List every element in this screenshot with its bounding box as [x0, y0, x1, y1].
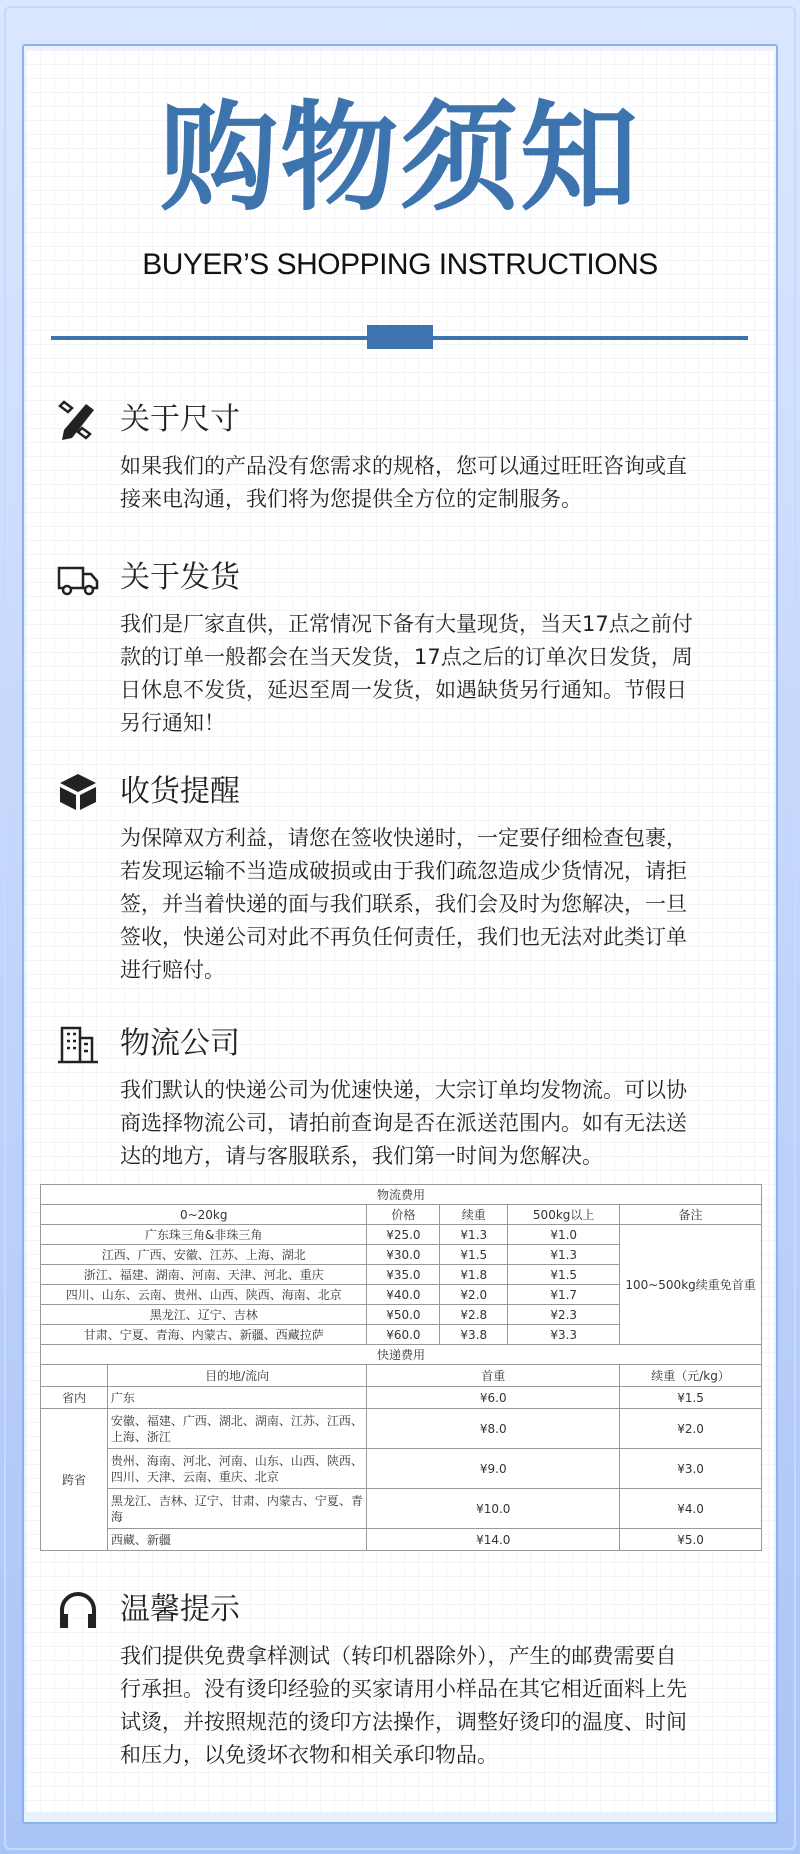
- destination-cell: 安徽、福建、广西、湖北、湖南、江苏、江西、上海、浙江: [107, 1409, 367, 1449]
- shipping-fee-table: [40, 1184, 762, 1551]
- first-weight-cell: ¥14.0: [367, 1529, 620, 1551]
- price-cell: ¥40.0: [367, 1285, 440, 1305]
- region-cell: 江西、广西、安徽、江苏、上海、湖北: [41, 1245, 367, 1265]
- truck-icon: [56, 556, 100, 600]
- price-cell: ¥25.0: [367, 1225, 440, 1245]
- table-row: [41, 1449, 762, 1489]
- page-title: 购物须知: [159, 89, 640, 227]
- price-cell: ¥1.5: [440, 1245, 508, 1265]
- table-row: [41, 1409, 762, 1449]
- section-title: 关于发货: [120, 560, 240, 595]
- price-cell: ¥50.0: [367, 1305, 440, 1325]
- table-row: [41, 1489, 762, 1529]
- page-subtitle: BUYER’S SHOPPING INSTRUCTIONS: [142, 248, 658, 281]
- region-cell: 甘肃、宁夏、青海、内蒙古、新疆、西藏拉萨: [41, 1325, 367, 1345]
- extra-weight-cell: ¥2.0: [620, 1409, 762, 1449]
- section-title: 关于尺寸: [120, 402, 240, 437]
- price-cell: ¥30.0: [367, 1245, 440, 1265]
- note-cell: 100~500kg续重免首重: [620, 1225, 762, 1345]
- price-cell: ¥1.8: [440, 1265, 508, 1285]
- price-cell: ¥1.7: [508, 1285, 620, 1305]
- extra-weight-cell: ¥1.5: [620, 1387, 762, 1409]
- table-row: [41, 1387, 762, 1409]
- price-cell: ¥1.5: [508, 1265, 620, 1285]
- price-cell: ¥3.8: [440, 1325, 508, 1345]
- first-weight-cell: ¥6.0: [367, 1387, 620, 1409]
- region-cell: 黑龙江、辽宁、吉林: [41, 1305, 367, 1325]
- first-weight-cell: ¥10.0: [367, 1489, 620, 1529]
- price-cell: ¥1.3: [440, 1225, 508, 1245]
- first-weight-cell: ¥8.0: [367, 1409, 620, 1449]
- price-cell: ¥2.0: [440, 1285, 508, 1305]
- destination-cell: 西藏、新疆: [107, 1529, 367, 1551]
- divider-block: [367, 325, 433, 349]
- section-text: 为保障双方利益，请您在签收快递时，一定要仔细检查包裹， 若发现运输不当造成破损或由于我们疏忽造成少货情况，请拒 签，并当着快递的面与我们联系，我们会及时为您解决，一旦 签收，快递公司对此不再负任何责任，我们也无法对此类订单 进行赔付。: [120, 826, 687, 982]
- extra-weight-cell: ¥4.0: [620, 1489, 762, 1529]
- first-weight-cell: ¥9.0: [367, 1449, 620, 1489]
- express-title: 快递费用: [41, 1345, 762, 1365]
- price-cell: ¥1.0: [508, 1225, 620, 1245]
- price-cell: ¥2.8: [440, 1305, 508, 1325]
- extra-weight-cell: ¥5.0: [620, 1529, 762, 1551]
- scope-cell: 省内: [41, 1387, 108, 1409]
- extra-weight-cell: ¥3.0: [620, 1449, 762, 1489]
- scope-cell: 跨省: [41, 1409, 108, 1551]
- section-text: 我们提供免费拿样测试（转印机器除外），产生的邮费需要自 行承担。没有烫印经验的买家请用小样品在其它相近面料上先 试烫，并按照规范的烫印方法操作，调整好烫印的温度、时间 和压力，以免烫坏衣物和相关承印物品。: [120, 1644, 687, 1767]
- destination-cell: 黑龙江、吉林、辽宁、甘肃、内蒙古、宁夏、青海: [107, 1489, 367, 1529]
- header-cell: 目的地/流向: [107, 1365, 367, 1387]
- table-row: [41, 1365, 762, 1387]
- section-text: 我们是厂家直供，正常情况下备有大量现货，当天17点之前付 款的订单一般都会在当天发货，17点之后的订单次日发货，周 日休息不发货，延迟至周一发货，如遇缺货另行通知。节假日 另行通知！: [120, 612, 693, 735]
- section-title: 收货提醒: [120, 774, 240, 809]
- header-cell: 续重: [440, 1205, 508, 1225]
- region-cell: 四川、山东、云南、贵州、山西、陕西、海南、北京: [41, 1285, 367, 1305]
- destination-cell: 贵州、海南、河北、河南、山东、山西、陕西、四川、天津、云南、重庆、北京: [107, 1449, 367, 1489]
- header-cell: 首重: [367, 1365, 620, 1387]
- section-text: 如果我们的产品没有您需求的规格，您可以通过旺旺咨询或直 接来电沟通，我们将为您提供全方位的定制服务。: [120, 454, 687, 511]
- destination-cell: 广东: [107, 1387, 367, 1409]
- logistics-title: 物流费用: [41, 1185, 762, 1205]
- table-row: [41, 1529, 762, 1551]
- empty-cell: [41, 1365, 108, 1387]
- header-cell: 续重（元/kg）: [620, 1365, 762, 1387]
- headphones-icon: [56, 1588, 100, 1632]
- header-cell: 500kg以上: [508, 1205, 620, 1225]
- header-cell: 备注: [620, 1205, 762, 1225]
- price-cell: ¥2.3: [508, 1305, 620, 1325]
- header-cell: 价格: [367, 1205, 440, 1225]
- price-cell: ¥3.3: [508, 1325, 620, 1345]
- price-cell: ¥60.0: [367, 1325, 440, 1345]
- section-title: 温馨提示: [120, 1592, 240, 1627]
- package-icon: [56, 770, 100, 814]
- region-cell: 浙江、福建、湖南、河南、天津、河北、重庆: [41, 1265, 367, 1285]
- section-text: 我们默认的快递公司为优速快递，大宗订单均发物流。可以协 商选择物流公司，请拍前查询是否在派送范围内。如有无法送 达的地方，请与客服联系，我们第一时间为您解决。: [120, 1078, 687, 1168]
- pencil-ruler-icon: [56, 398, 100, 442]
- section-title: 物流公司: [120, 1026, 240, 1061]
- price-cell: ¥1.3: [508, 1245, 620, 1265]
- price-cell: ¥35.0: [367, 1265, 440, 1285]
- building-icon: [56, 1022, 100, 1066]
- header-cell: 0~20kg: [41, 1205, 367, 1225]
- table-row: [41, 1225, 762, 1245]
- region-cell: 广东珠三角&非珠三角: [41, 1225, 367, 1245]
